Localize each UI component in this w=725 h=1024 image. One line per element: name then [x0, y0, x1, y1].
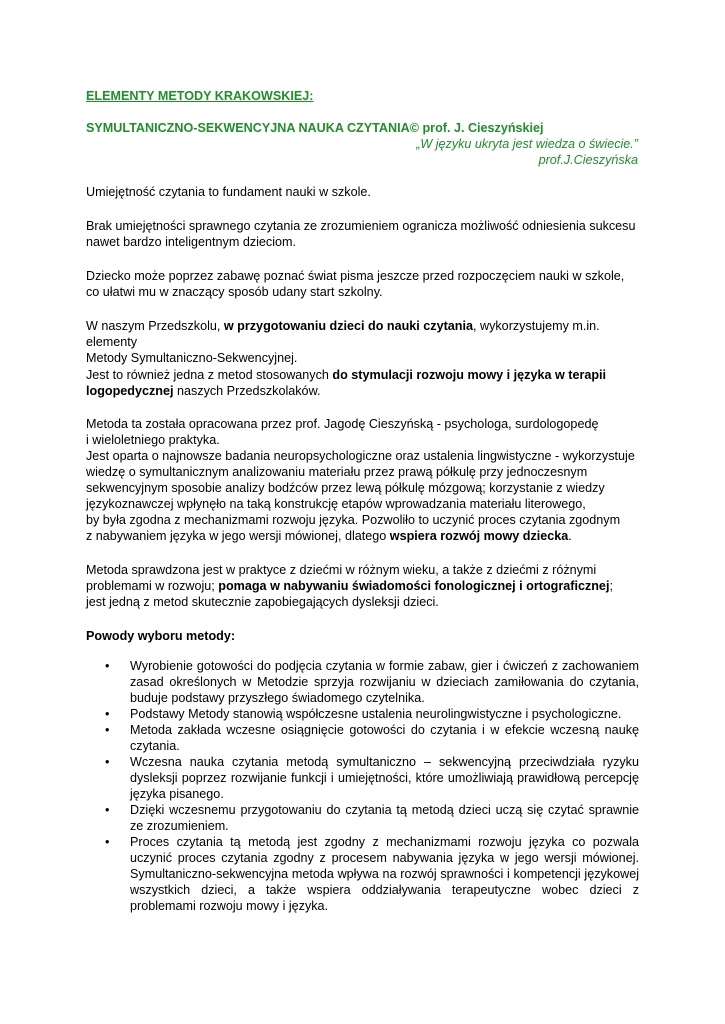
paragraph-line: Metody Symultaniczno-Sekwencyjnej. [86, 351, 298, 365]
epigraph [416, 136, 638, 168]
paragraph-line: Dziecko może poprzez zabawę poznać świat pisma jeszcze przed rozpoczęciem nauki w szkole, [86, 269, 625, 283]
bold-span: logopedycznej [86, 384, 174, 398]
paragraph-line: co ułatwi mu w znaczący sposób udany start szkolny. [86, 285, 383, 299]
paragraph-line: by była zgodna z mechanizmami rozwoju języka. Pozwoliło to uczynić proces czytania zgodnym [86, 513, 621, 527]
list-item-text: Proces czytania tą metodą jest zgodny z mechanizmami rozwoju języka co pozwala uczynić proces czytania zgodny z procesem nabywania języka w jego wersji mówionej. Symultaniczno-sekwencyjna metoda wpływa na rozwój sprawności i kompetencji językowej wszystkich dzieci, a także wspiera oddziaływania terapeutyczne wobec dzieci z problemami rozwoju mowy i języka. [130, 835, 639, 913]
bullet-icon: • [105, 755, 110, 769]
paragraph-line: wiedzę o symultanicznym analizowaniu materiału przez prawą półkulę przy jednoczesnym [86, 465, 588, 479]
text-span: problemami w rozwoju; [86, 579, 219, 593]
paragraph-line [86, 578, 646, 594]
paragraph-line: Jest oparta o najnowsze badania neuropsychologiczne oraz ustalenia lingwistyczne - wykorzystuje [86, 449, 635, 463]
paragraph-line: Umiejętność czytania to fundament nauki w szkole. [86, 185, 371, 199]
list-item-text: Wczesna nauka czytania metodą symultaniczno – sekwencyjną przeciwdziała ryzyku dysleksji poprzez rozwijanie funkcji i umiejętności, które umożliwiają prawidłową percepcję języka pisanego. [130, 755, 639, 801]
bullet-icon: • [105, 803, 110, 817]
list-item [86, 706, 639, 722]
epigraph-quote: „W języku ukryta jest wiedza o świecie.” [416, 137, 638, 151]
document-title: ELEMENTY METODY KRAKOWSKIEJ: [86, 89, 314, 103]
text-span: Jest to również jedna z metod stosowanych [86, 368, 333, 382]
list-item-text: Dzięki wczesnemu przygotowaniu do czytania tą metodą dzieci uczą się czytać sprawnie ze zrozumieniem. [130, 803, 639, 833]
paragraph-line: Brak umiejętności sprawnego czytania ze zrozumieniem ogranicza możliwość odniesienia sukcesu [86, 219, 636, 233]
paragraph-line [86, 383, 646, 399]
text-span: naszych Przedszkolaków. [173, 384, 321, 398]
bold-span: pomaga w nabywaniu świadomości fonologicznej i ortograficznej [218, 579, 610, 593]
text-span: z nabywaniem języka w jego wersji mówionej, dlatego [86, 529, 390, 543]
bullet-icon: • [105, 659, 110, 673]
paragraph-5 [86, 367, 646, 399]
paragraph-line [86, 318, 646, 350]
paragraph-line: językoznawczej wpłynęło na taką konstrukcję etapów wprowadzania materiału literowego, [86, 497, 586, 511]
paragraph-2 [86, 218, 646, 250]
list-item-text: Podstawy Metody stanowią współczesne ustalenia neurolingwistyczne i psychologiczne. [130, 707, 622, 721]
paragraph-line: nawet bardzo inteligentnym dzieciom. [86, 235, 297, 249]
reasons-list [86, 658, 639, 914]
paragraph-line [86, 367, 646, 383]
bullet-icon: • [105, 723, 110, 737]
list-item [86, 802, 639, 834]
bold-span: do stymulacji rozwoju mowy i języka w terapii [332, 368, 607, 382]
paragraph-line: Metoda sprawdzona jest w praktyce z dziećmi w różnym wieku, a także z dziećmi z różnymi [86, 563, 597, 577]
list-item [86, 754, 639, 802]
paragraph-line [86, 528, 646, 544]
bold-span: wspiera rozwój mowy dziecka [389, 529, 569, 543]
paragraph-line: jest jedną z metod skutecznie zapobiegających dysleksji dzieci. [86, 595, 439, 609]
paragraph-6 [86, 416, 646, 544]
list-item-text: Wyrobienie gotowości do podjęcia czytania w formie zabaw, gier i ćwiczeń z zachowaniem zasad określonych w Metodzie sprzyja rozwijaniu w dzieciach zamiłowania do czytania, buduje podstawy przyszłego świadomego czytelnika. [130, 659, 639, 705]
paragraph-4 [86, 318, 646, 366]
list-item [86, 834, 639, 914]
paragraph-line: i wieloletniego praktyka. [86, 433, 220, 447]
list-item [86, 658, 639, 706]
bold-span: w przygotowaniu dzieci do nauki czytania [223, 319, 473, 333]
text-span: ; [609, 579, 613, 593]
list-item [86, 722, 639, 754]
bullet-icon: • [105, 707, 110, 721]
reasons-heading: Powody wyboru metody: [86, 629, 236, 643]
paragraph-1 [86, 184, 646, 200]
paragraph-3 [86, 268, 646, 300]
text-span: , wykorzystujemy m.in. elementy [86, 319, 600, 349]
paragraph-line: sekwencyjnym sposobie analizy bodźców przez lewą półkulę mózgową; korzystanie z wiedzy [86, 481, 605, 495]
epigraph-author: prof.J.Cieszyńska [538, 153, 638, 167]
paragraph-7 [86, 562, 646, 610]
paragraph-line: Metoda ta została opracowana przez prof. Jagodę Cieszyńską - psychologa, surdologopedę [86, 417, 599, 431]
bullet-icon: • [105, 835, 110, 849]
text-span: W naszym Przedszkolu, [86, 319, 224, 333]
list-item-text: Metoda zakłada wczesne osiągnięcie gotowości do czytania i w efekcie wczesną naukę czytania. [130, 723, 639, 753]
document-subtitle: SYMULTANICZNO-SEKWENCYJNA NAUKA CZYTANIA© prof. J. Cieszyńskiej [86, 121, 544, 135]
text-span: . [568, 529, 572, 543]
